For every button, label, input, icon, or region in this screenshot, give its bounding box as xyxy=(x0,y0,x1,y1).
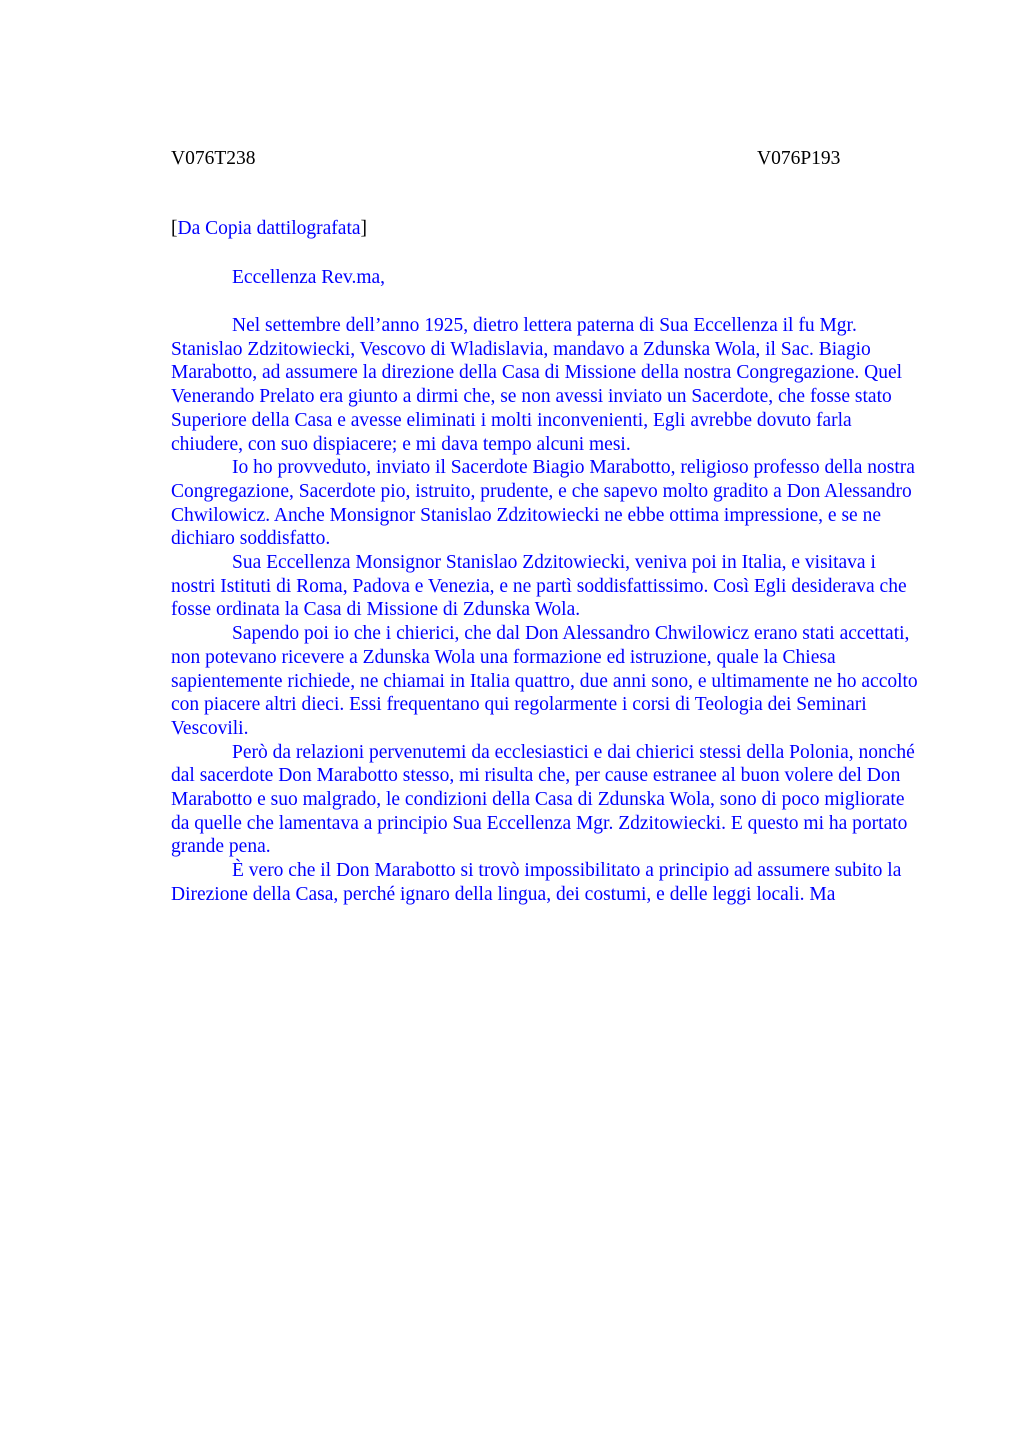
source-note-close-bracket: ] xyxy=(360,218,368,239)
letter-paragraph: Nel settembre dell’anno 1925, dietro lettera paterna di Sua Eccellenza il fu Mgr. Stanislao Zdzitowiecki, Vescovo di Wladislavia, mandavo a Zdunska Wola, il Sac. Biagio Marabotto, ad assumere la direzione della Casa di Missione della nostra Congregazione. Quel Venerando Prelato era giunto a dirmi che, se non avessi inviato un Sacerdote, che fosse stato Superiore della Casa e avesse eliminati i molti inconvenienti, Egli avrebbe dovuto farla chiudere, con suo dispiacere; e mi dava tempo alcuni mesi. xyxy=(171,315,903,455)
source-note xyxy=(171,217,367,241)
letter-salutation: Eccellenza Rev.ma, xyxy=(232,267,386,288)
letter-paragraph: Io ho provveduto, inviato il Sacerdote Biagio Marabotto, religioso professo della nostra Congregazione, Sacerdote pio, istruito, prudente, e che sapevo molto gradito a Don Alessandro Chwilowicz. Anche Monsignor Stanislao Zdzitowiecki ne ebbe ottima impressione, e se ne dichiaro soddisfatto. xyxy=(171,457,915,550)
letter-body xyxy=(171,314,923,907)
source-note-open-bracket: [ xyxy=(171,218,178,239)
letter-paragraph: Sua Eccellenza Monsignor Stanislao Zdzitowiecki, veniva poi in Italia, e visitava i nostri Istituti di Roma, Padova e Venezia, e ne partì soddisfattissimo. Così Egli desiderava che fosse ordinata la Casa di Missione di Zdunska Wola. xyxy=(171,552,907,621)
letter-paragraph: Sapendo poi io che i chierici, che dal Don Alessandro Chwilowicz erano stati accettati, non potevano ricevere a Zdunska Wola una formazione ed istruzione, quale la Chiesa sapientemente richiede, ne chiamai in Italia quattro, due anni sono, e ultimamente ne ho accolto con piacere altri dieci. Essi frequentano qui regolarmente i corsi di Teologia dei Seminari Vescovili. xyxy=(171,623,918,739)
document-code-right: V076P193 xyxy=(757,148,841,169)
letter-paragraph: È vero che il Don Marabotto si trovò impossibilitato a principio ad assumere subito la Direzione della Casa, perché ignaro della lingua, dei costumi, e delle leggi locali. Ma xyxy=(171,860,902,905)
letter-paragraph: Però da relazioni pervenutemi da ecclesiastici e dai chierici stessi della Polonia, nonché dal sacerdote Don Marabotto stesso, mi risulta che, per cause estranee al buon volere del Don Marabotto e suo malgrado, le condizioni della Casa di Zdunska Wola, sono di poco migliorate da quelle che lamentava a principio Sua Eccellenza Mgr. Zdzitowiecki. E questo mi ha portato grande pena. xyxy=(171,741,915,858)
document-code-left: V076T238 xyxy=(171,148,256,169)
source-note-text: Da Copia dattilografata xyxy=(177,218,361,239)
